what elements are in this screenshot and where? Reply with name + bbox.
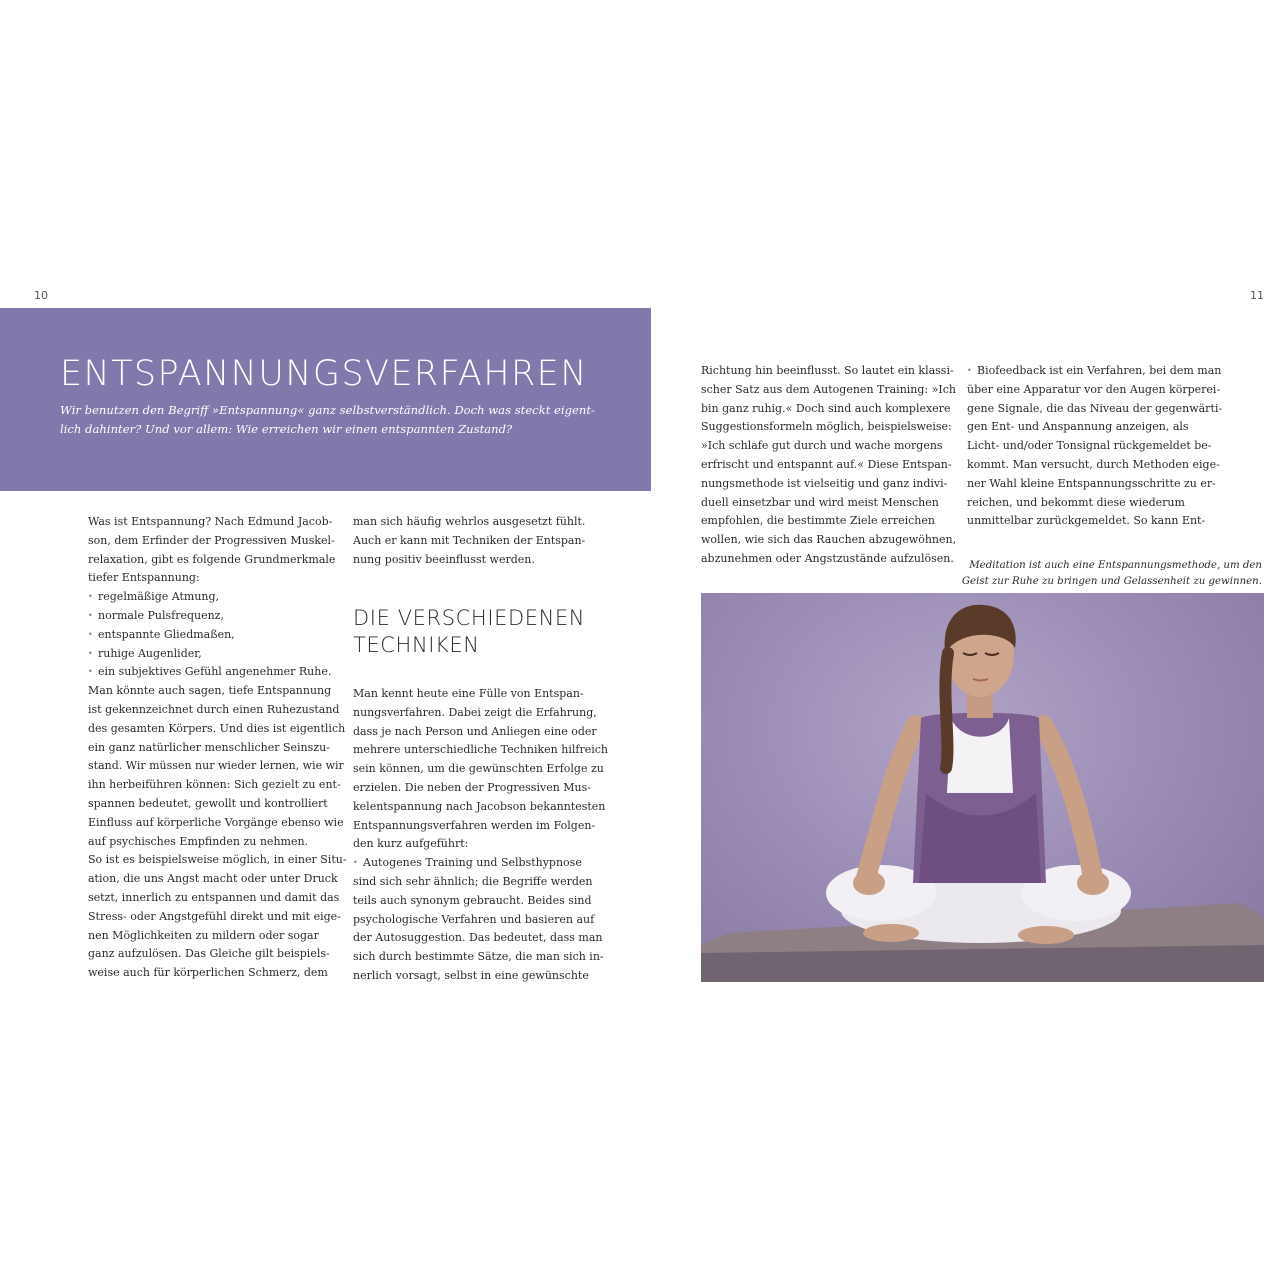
text-line: mehrere unterschiedliche Techniken hilfreich <box>353 743 608 757</box>
text-line: nung positiv beeinflusst werden. <box>353 552 535 566</box>
text-line: sich durch bestimmte Sätze, die man sich in- <box>353 950 604 964</box>
left-arm <box>866 725 916 878</box>
list-item-text: ruhige Augenlider, <box>98 646 202 660</box>
text-line: gen Ent- und Anspannung anzeigen, als <box>967 420 1189 434</box>
list-item-text: Biofeedback ist ein Verfahren, bei dem man <box>977 364 1222 377</box>
text-line: bin ganz ruhig.« Doch sind auch komplexere <box>701 401 951 415</box>
text-line: duell einsetzbar und wird meist Menschen <box>701 495 939 509</box>
text-line: ein ganz natürlicher menschlicher Seinszu- <box>88 740 330 754</box>
list-item-text: regelmäßige Atmung, <box>98 590 220 604</box>
section-heading-line: TECHNIKEN <box>353 633 480 657</box>
text-line: erzielen. Die neben der Progressiven Mus- <box>353 780 591 794</box>
page-number-right: 11 <box>1250 289 1264 302</box>
text-column-1 <box>88 513 347 983</box>
text-line: ist gekennzeichnet durch einen Ruhezustand <box>88 702 340 716</box>
list-item <box>88 607 338 626</box>
list-item <box>353 854 603 873</box>
text-line: ner Wahl kleine Entspannungsschritte zu er- <box>967 476 1216 490</box>
page-title: ENTSPANNUNGSVERFAHREN <box>60 354 588 394</box>
text-line: ation, die uns Angst macht oder unter Druck <box>88 872 338 886</box>
text-line: den kurz aufgeführt: <box>353 837 469 851</box>
text-line: son, dem Erfinder der Progressiven Muskel- <box>88 533 335 547</box>
photo-caption <box>940 558 1262 589</box>
text-line: kommt. Man versucht, durch Methoden eige- <box>967 457 1220 471</box>
list-item-text: ein subjektives Gefühl angenehmer Ruhe. <box>98 665 332 679</box>
text-line: setzt, innerlich zu entspannen und damit das <box>88 890 340 904</box>
text-column-2-continued <box>353 685 608 986</box>
text-line: teils auch synonym gebraucht. Beides sind <box>353 893 592 907</box>
list-item-text: normale Pulsfrequenz, <box>98 608 224 622</box>
section-heading-line: DIE VERSCHIEDENEN <box>353 606 586 630</box>
text-line: nungsmethode ist vielseitig und ganz indivi- <box>701 476 948 490</box>
bullet-icon: • <box>88 667 93 677</box>
text-line: abzunehmen oder Angstzustände aufzulösen. <box>701 551 954 565</box>
text-line: ganz aufzulösen. Das Gleiche gilt beispiels- <box>88 947 330 961</box>
list-item <box>88 626 338 645</box>
title-banner <box>0 308 651 491</box>
text-line: weise auch für körperlichen Schmerz, dem <box>88 966 328 980</box>
braid <box>945 653 948 768</box>
text-column-4 <box>967 362 1223 531</box>
list-item-text: entspannte Gliedmaßen, <box>98 627 235 641</box>
text-line: empfohlen, die bestimmte Ziele erreichen <box>701 514 935 528</box>
bullet-icon: • <box>88 648 93 658</box>
meditation-photo <box>701 593 1264 982</box>
text-line: sein können, um die gewünschten Erfolge zu <box>353 762 604 776</box>
text-line: dass je nach Person und Anliegen eine oder <box>353 724 597 738</box>
text-line: gene Signale, die das Niveau der gegenwärti- <box>967 401 1223 415</box>
list-item-text: Autogenes Training und Selbsthypnose <box>363 856 582 870</box>
left-hand <box>853 871 885 895</box>
text-line: stand. Wir müssen nur wieder lernen, wie wir <box>88 759 344 773</box>
text-line: nungsverfahren. Dabei zeigt die Erfahrung, <box>353 705 597 719</box>
text-line: Was ist Entspannung? Nach Edmund Jacob- <box>88 515 333 528</box>
text-line: über eine Apparatur vor den Augen körperei- <box>967 382 1221 396</box>
text-line: wollen, wie sich das Rauchen abzugewöhnen, <box>701 533 957 547</box>
intro-line: lich dahinter? Und vor allem: Wie erreichen wir einen entspannten Zustand? <box>60 422 513 436</box>
text-line: scher Satz aus dem Autogenen Training: »Ich <box>701 382 956 396</box>
text-line: Suggestionsformeln möglich, beispielsweise: <box>701 420 952 434</box>
text-line: tiefer Entspannung: <box>88 571 200 585</box>
text-line: Entspannungsverfahren werden im Folgen- <box>353 818 596 832</box>
bullet-icon: • <box>967 366 972 375</box>
text-line: auf psychisches Empfinden zu nehmen. <box>88 834 309 848</box>
text-line: psychologische Verfahren und basieren auf <box>353 912 595 926</box>
text-line: unmittelbar zurückgemeldet. So kann Ent- <box>967 514 1206 528</box>
bullet-icon: • <box>88 592 93 602</box>
text-line: Stress- oder Angstgefühl direkt und mit eige- <box>88 909 341 923</box>
text-line: »Ich schlafe gut durch und wache morgens <box>701 439 943 453</box>
caption-line: Meditation ist auch eine Entspannungsmethode, um den <box>969 560 1262 571</box>
text-line: man sich häufig wehrlos ausgesetzt fühlt. <box>353 515 586 528</box>
meditation-illustration <box>701 593 1264 982</box>
page-number-left: 10 <box>34 289 48 302</box>
text-line: der Autosuggestion. Das bedeutet, dass man <box>353 931 603 945</box>
text-column-3 <box>701 362 957 569</box>
right-foot <box>1018 926 1074 944</box>
text-line: So ist es beispielsweise möglich, in einer Situ- <box>88 853 347 867</box>
text-line: relaxation, gibt es folgende Grundmerkmale <box>88 552 336 566</box>
left-foot <box>863 924 919 942</box>
text-line: Auch er kann mit Techniken der Entspan- <box>353 533 586 547</box>
text-line: spannen bedeutet, gewollt und kontrolliert <box>88 796 328 810</box>
text-line: reichen, und bekommt diese wiederum <box>967 495 1185 509</box>
intro-line: Wir benutzen den Begriff »Entspannung« ganz selbstverständlich. Doch was steckt eigent- <box>60 403 595 417</box>
bullet-icon: • <box>88 629 93 639</box>
bullet-icon: • <box>88 610 93 620</box>
right-hand <box>1077 871 1109 895</box>
text-line: Man kennt heute eine Fülle von Entspan- <box>353 687 584 700</box>
bullet-icon: • <box>353 858 358 868</box>
list-item <box>88 663 338 682</box>
text-line: Einfluss auf körperliche Vorgänge ebenso wie <box>88 815 344 829</box>
text-line: Richtung hin beeinflusst. So lautet ein klassi- <box>701 364 954 377</box>
text-line: erfrischt und entspannt auf.« Diese Entspan- <box>701 457 952 471</box>
list-item <box>88 588 338 607</box>
text-line: nen Möglichkeiten zu mildern oder sogar <box>88 928 319 942</box>
caption-line: Geist zur Ruhe zu bringen und Gelassenheit zu gewinnen. <box>961 575 1262 587</box>
text-line: sind sich sehr ähnlich; die Begriffe werden <box>353 874 593 888</box>
text-line: des gesamten Körpers. Und dies ist eigentlich <box>88 721 346 735</box>
list-item <box>88 645 338 664</box>
section-heading <box>353 605 585 659</box>
text-line: Man könnte auch sagen, tiefe Entspannung <box>88 684 332 698</box>
text-line: Licht- und/oder Tonsignal rückgemeldet be- <box>967 439 1212 453</box>
text-column-2 <box>353 513 603 569</box>
text-line: ihn herbeiführen können: Sich gezielt zu ent- <box>88 778 341 792</box>
list-item <box>967 362 1222 381</box>
text-line: nerlich vorsagt, selbst in eine gewünschte <box>353 968 589 982</box>
right-arm <box>1043 725 1093 878</box>
intro-text <box>60 401 600 439</box>
text-line: kelentspannung nach Jacobson bekanntesten <box>353 799 606 813</box>
